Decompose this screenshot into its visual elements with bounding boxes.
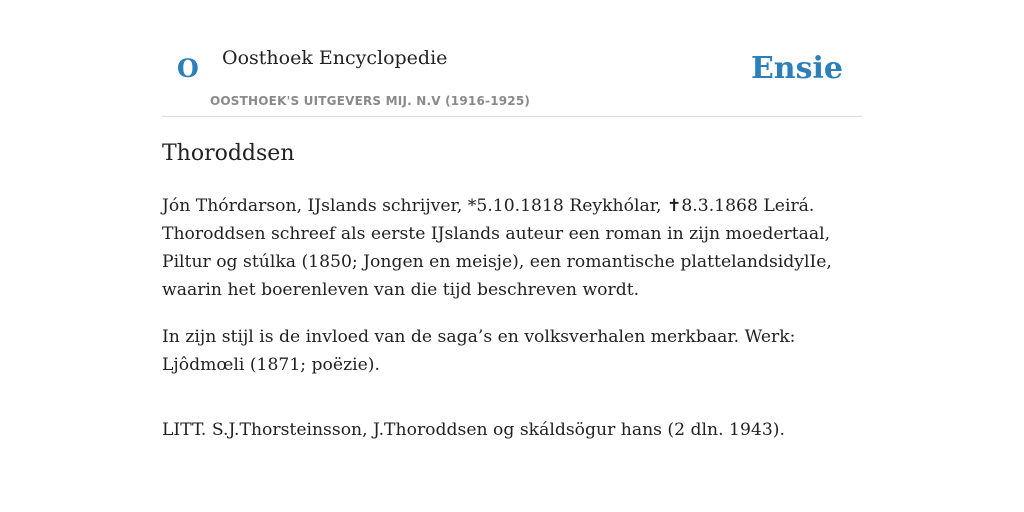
article-paragraph-2: In zijn stijl is de invloed van de saga’s en volksverhalen merkbaar. Werk: Ljôdmœli (1871; poëzie).: [162, 327, 796, 375]
article-body: [162, 138, 862, 463]
site-logo[interactable]: O: [177, 54, 199, 83]
literature-reference: LITT. S.J.Thorsteinsson, J.Thoroddsen og skáldsögur hans (2 dln. 1943).: [162, 420, 785, 440]
ensie-brand-link[interactable]: Ensie: [750, 51, 843, 86]
article-title: Thoroddsen: [162, 141, 295, 166]
site-title-link[interactable]: Oosthoek Encyclopedie: [222, 47, 448, 69]
article-paragraph-1: Jón Thórdarson, IJslands schrijver, *5.10.1818 Reykhólar, ✝8.3.1868 Leirá. Thoroddsen schreef als eerste IJslands auteur een roman in zijn moedertaal, Piltur og stúlka (1850; Jongen en meisje), een romantische plattelandsidylIe, waarin het boerenleven van die tijd beschreven wordt.: [162, 196, 832, 300]
publisher-subtitle: OOSTHOEK'S UITGEVERS MIJ. N.V (1916-1925): [210, 94, 531, 108]
site-header: [162, 0, 862, 117]
